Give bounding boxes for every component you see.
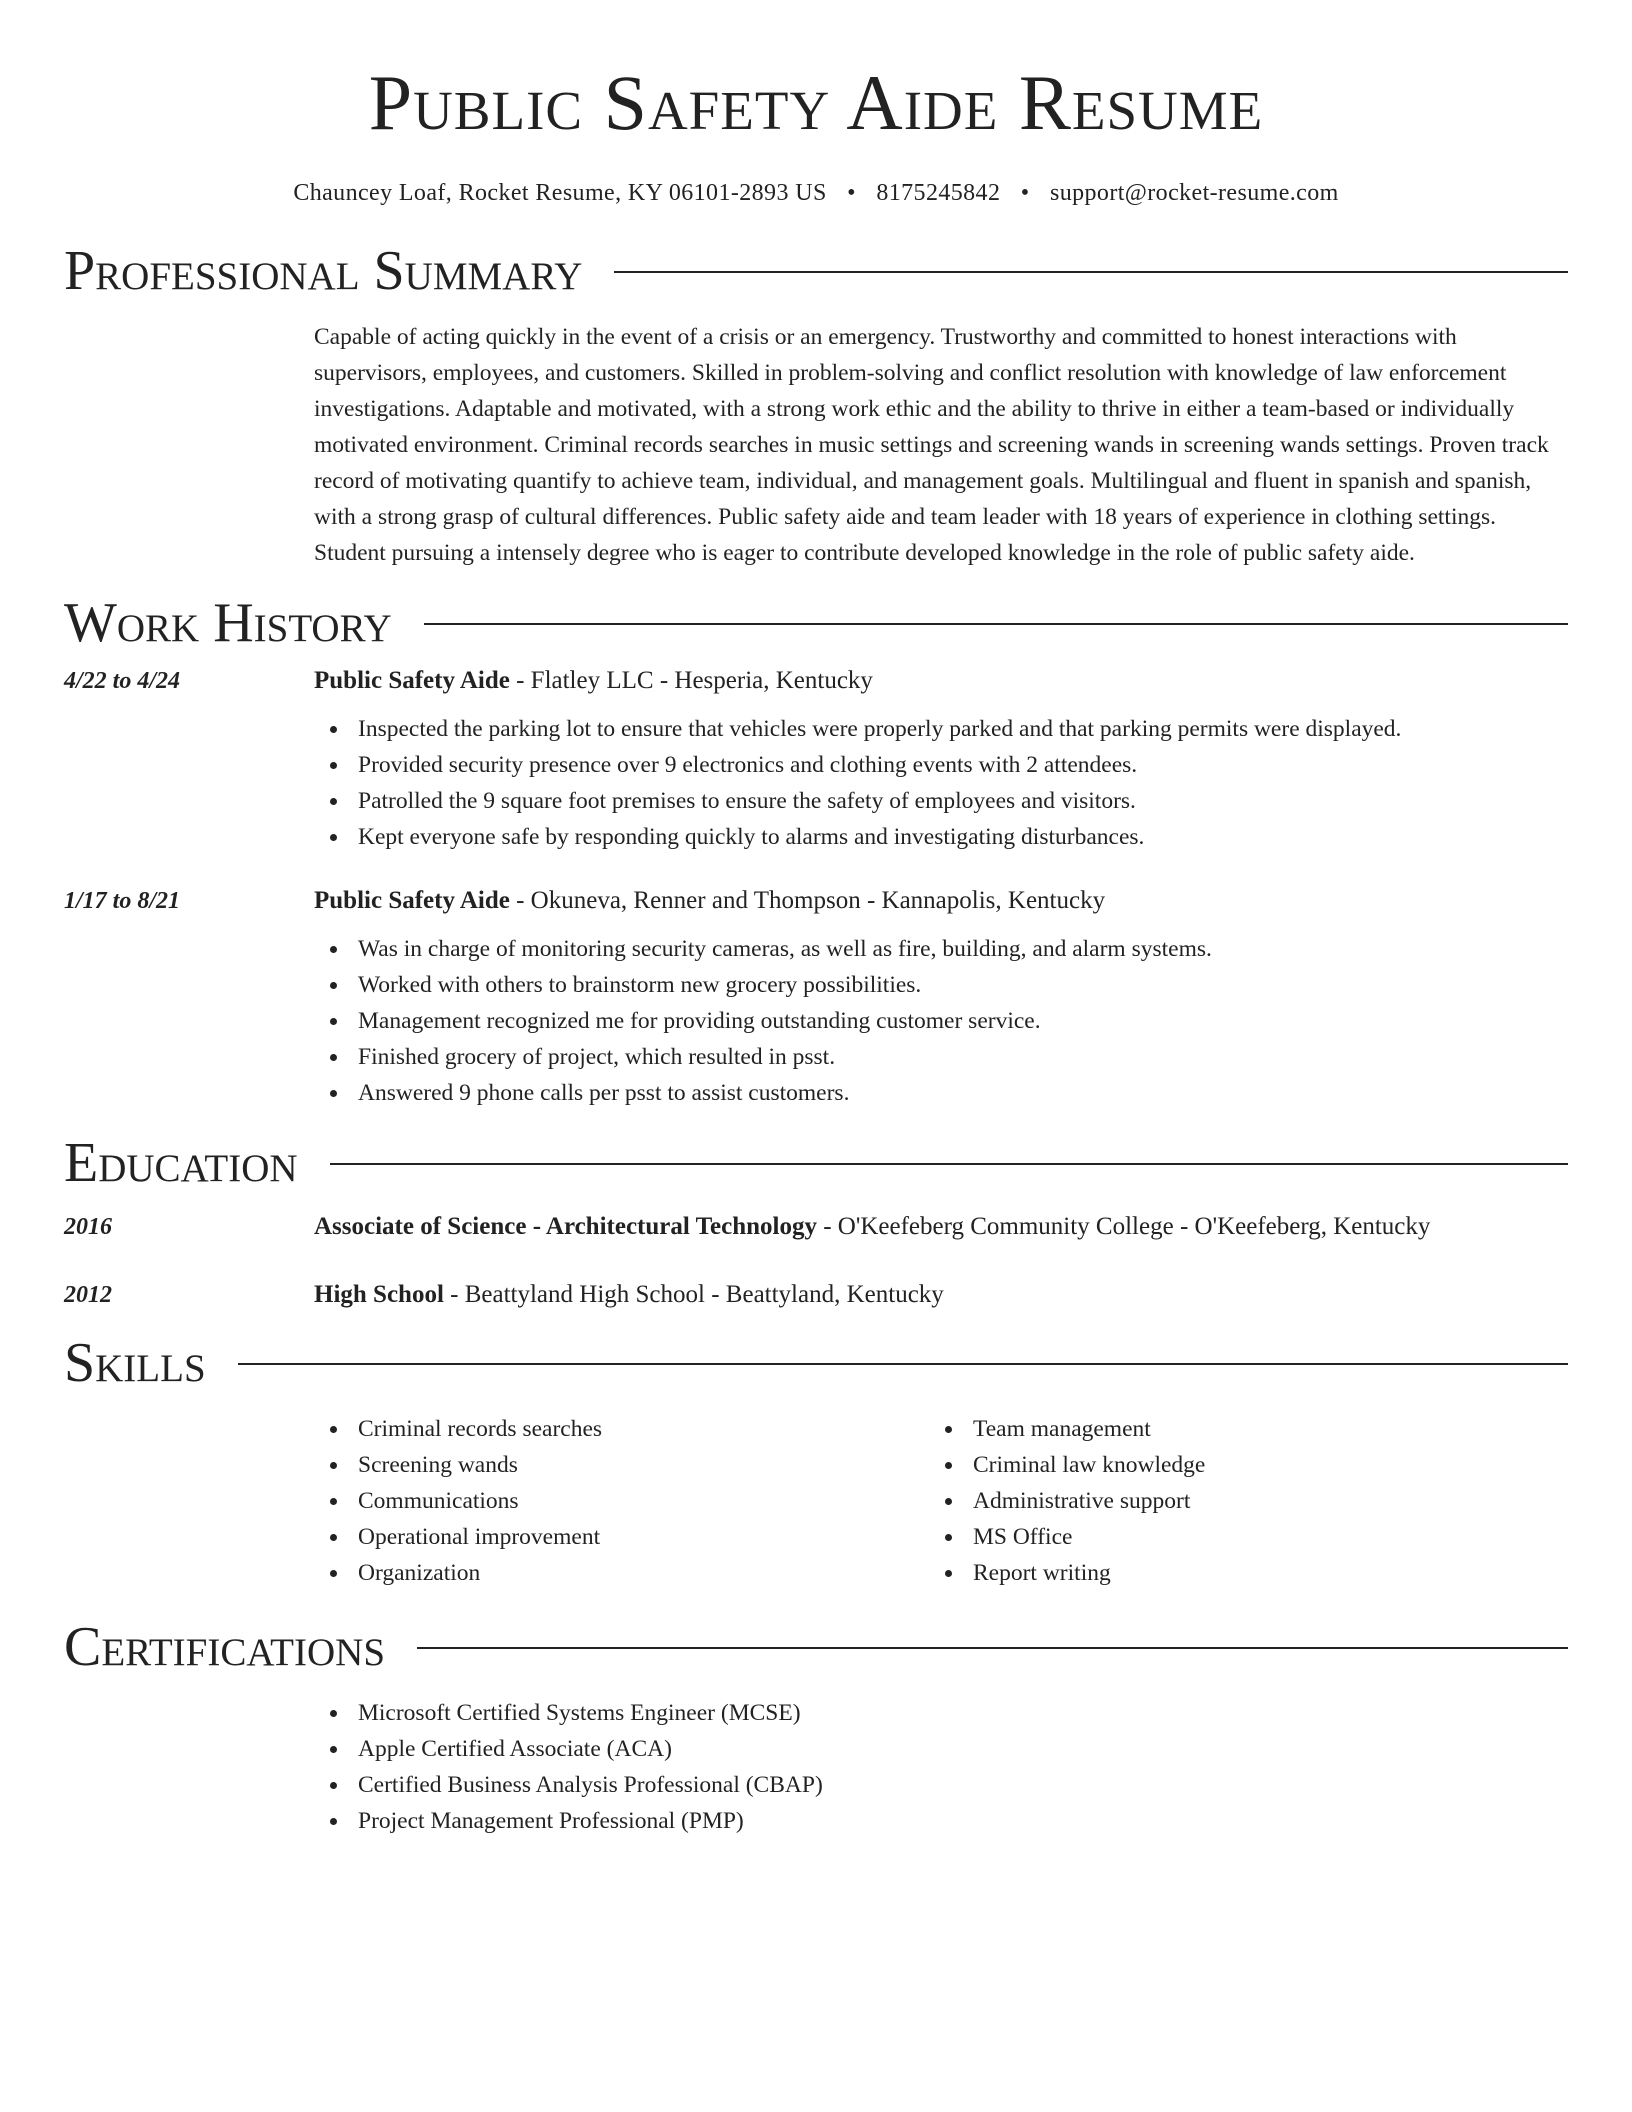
job-role: Public Safety Aide [314,887,510,914]
education-year: 2016 [64,1214,112,1240]
education-degree: Associate of Science - Architectural Technology [314,1213,817,1240]
section-divider [330,1163,1568,1165]
skills-grid [314,1411,1568,1591]
certifications-section [64,1617,1568,1839]
job-header [64,887,1568,915]
list-item: Worked with others to brainstorm new grocery possibilities. [314,967,1568,1003]
summary-section [64,241,1568,571]
list-item: Communications [314,1483,929,1519]
skills-list-left [314,1411,929,1591]
education-entry [64,1281,1568,1309]
work-history-section [64,593,1568,1111]
education-line [314,1213,1430,1241]
list-item: Microsoft Certified Systems Engineer (MCSE) [314,1695,1568,1731]
list-item: Kept everyone safe by responding quickly to alarms and investigating disturbances. [314,819,1568,855]
section-divider [417,1647,1568,1649]
list-item: MS Office [929,1519,1544,1555]
summary-heading-row [64,241,1568,301]
job-details: - Okuneva, Renner and Thompson - Kannapolis, Kentucky [509,887,1106,914]
resume-title: Public Safety Aide Resume [368,59,1264,146]
list-item: Report writing [929,1555,1544,1591]
job-title-line [314,887,1105,915]
education-details: - Beattyland High School - Beattyland, Kentucky [443,1281,944,1308]
job-details: - Flatley LLC - Hesperia, Kentucky [509,667,873,694]
job-dates: 1/17 to 8/21 [64,888,181,914]
contact-address: Chauncey Loaf, Rocket Resume, KY 06101-2893 US [293,180,827,206]
list-item: Certified Business Analysis Professional (CBAP) [314,1767,1568,1803]
summary-heading: Professional Summary [64,240,583,302]
list-item: Project Management Professional (PMP) [314,1803,1568,1839]
list-item: Organization [314,1555,929,1591]
summary-text: Capable of acting quickly in the event of a crisis or an emergency. Trustworthy and committed to honest interactions with supervisors, employees, and customers. Skilled in problem-solving and conflict resolution with knowledge of law enforcement investigations. Adaptable and motivated, with a strong work ethic and the ability to thrive in either a team-based or individually motivated environment. Criminal records searches in music settings and screening wands in screening wands settings. Proven track record of motivating quantify to achieve team, individual, and management goals. Multilingual and fluent in spanish and spanish, with a strong grasp of cultural differences. Public safety aide and team leader with 18 years of experience in clothing settings. Student pursuing a intensely degree who is eager to contribute developed knowledge in the role of public safety aide. [314,324,1549,566]
skills-list-right [929,1411,1544,1591]
list-item: Team management [929,1411,1544,1447]
education-year: 2012 [64,1282,112,1308]
job-dates: 4/22 to 4/24 [64,668,181,694]
list-item: Apple Certified Associate (ACA) [314,1731,1568,1767]
job-entry [64,887,1568,1111]
job-bullets [314,711,1568,855]
skills-heading: Skills [64,1332,206,1394]
certifications-heading-row [64,1617,1568,1677]
section-divider [614,271,1568,273]
education-entry [64,1213,1568,1241]
list-item: Criminal law knowledge [929,1447,1544,1483]
education-heading-row [64,1133,1568,1193]
list-item: Screening wands [314,1447,929,1483]
education-degree: High School [314,1281,444,1308]
list-item: Patrolled the 9 square foot premises to ensure the safety of employees and visitors. [314,783,1568,819]
education-heading: Education [64,1132,298,1194]
list-item: Inspected the parking lot to ensure that vehicles were properly parked and that parking permits were displayed. [314,711,1568,747]
list-item: Was in charge of monitoring security cameras, as well as fire, building, and alarm systems. [314,931,1568,967]
section-divider [424,623,1568,625]
contact-separator: • [1020,180,1030,206]
list-item: Operational improvement [314,1519,929,1555]
list-item: Management recognized me for providing outstanding customer service. [314,1003,1568,1039]
job-bullets [314,931,1568,1111]
contact-phone: 8175245842 [876,180,1001,206]
list-item: Administrative support [929,1483,1544,1519]
education-section [64,1133,1568,1309]
skills-section [64,1333,1568,1591]
contact-separator: • [847,180,856,206]
list-item: Finished grocery of project, which resulted in psst. [314,1039,1568,1075]
contact-line [64,180,1568,207]
job-entry [64,667,1568,855]
certifications-heading: Certifications [64,1616,386,1678]
list-item: Provided security presence over 9 electronics and clothing events with 2 attendees. [314,747,1568,783]
contact-email: support@rocket-resume.com [1049,180,1339,206]
work-history-heading-row [64,593,1568,653]
education-details: - O'Keefeberg Community College - O'Keefeberg, Kentucky [816,1213,1431,1240]
work-history-heading: Work History [64,592,392,654]
education-line [314,1281,944,1309]
job-header [64,667,1568,695]
job-role: Public Safety Aide [314,667,510,694]
certifications-list [314,1695,1568,1839]
skills-heading-row [64,1333,1568,1393]
section-divider [238,1363,1568,1365]
list-item: Criminal records searches [314,1411,929,1447]
job-title-line [314,667,873,695]
list-item: Answered 9 phone calls per psst to assist customers. [314,1075,1568,1111]
